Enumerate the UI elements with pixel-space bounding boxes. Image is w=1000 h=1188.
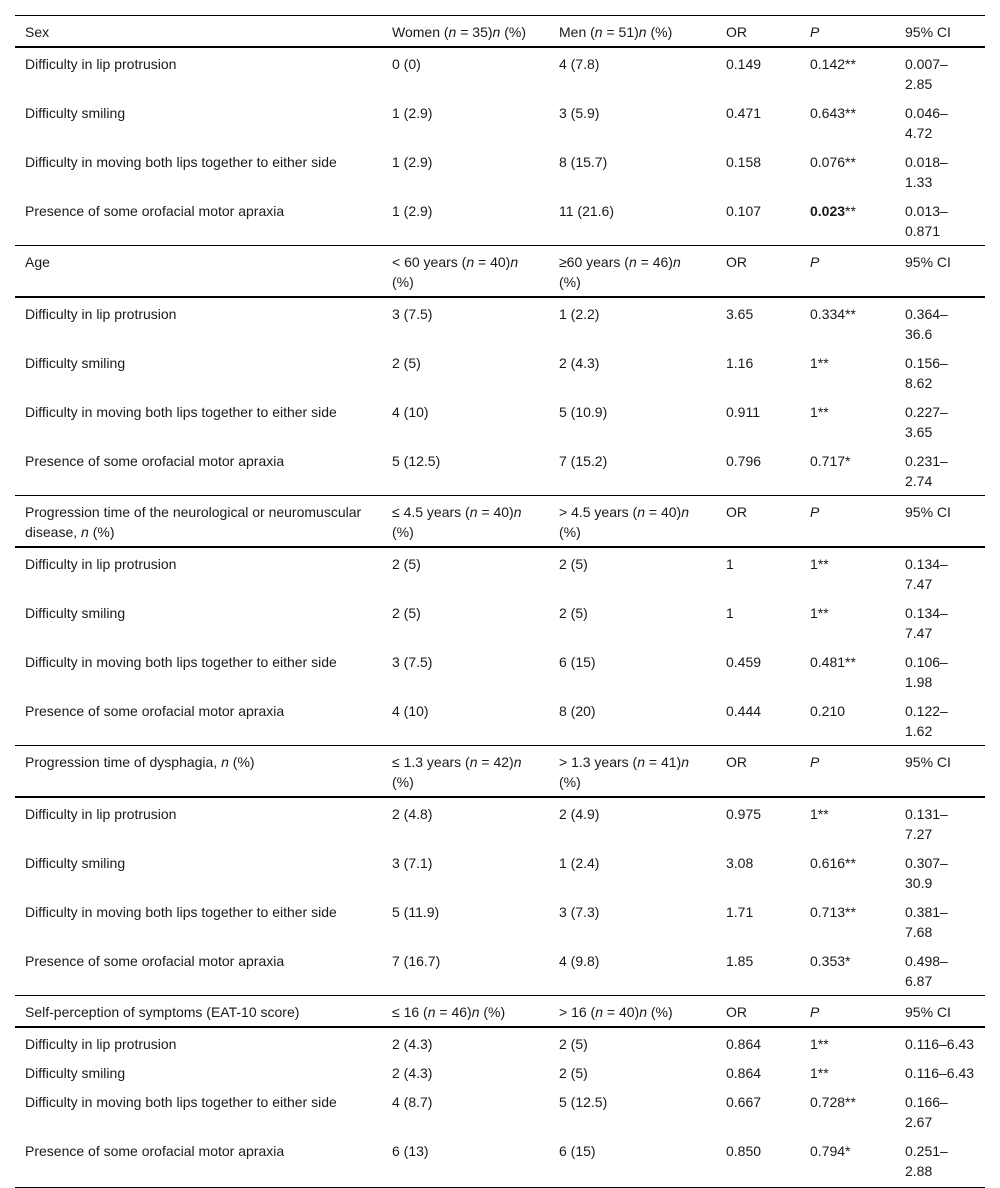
or-value: 0.444 — [726, 703, 762, 719]
significance-mark: ** — [817, 1036, 829, 1052]
p-value-cell — [800, 396, 895, 445]
p-value-cell — [800, 1057, 895, 1086]
significance-mark: ** — [817, 806, 829, 822]
group1-header: ≤ 1.3 years (n = 42)n (%) — [382, 746, 549, 798]
row-label: Difficulty in lip protrusion — [25, 806, 177, 822]
p-value: 1 — [810, 605, 818, 621]
significance-mark: ** — [817, 605, 829, 621]
row-label: Presence of some orofacial motor apraxia — [15, 1135, 382, 1188]
table-row — [15, 347, 985, 396]
or-value: 3.65 — [726, 306, 754, 322]
significance-mark: ** — [845, 306, 856, 322]
group1-value: 4 (10) — [392, 404, 429, 420]
group2-value: 3 (5.9) — [559, 105, 600, 121]
group2-value: 7 (15.2) — [559, 453, 608, 469]
group1-header: ≤ 4.5 years (n = 40)n (%) — [382, 496, 549, 548]
ci-value: 0.156–8.62 — [905, 355, 948, 391]
ci-value: 0.364–36.6 — [905, 306, 948, 342]
p-value: 1 — [810, 404, 818, 420]
group1-value: 2 (5) — [392, 556, 421, 572]
row-label: Presence of some orofacial motor apraxia — [25, 703, 285, 719]
ci-header: 95% CI — [895, 16, 985, 48]
or-header: OR — [716, 996, 800, 1028]
table-row — [15, 646, 985, 695]
p-value: 1 — [810, 1036, 818, 1052]
p-value: 0.142 — [810, 56, 846, 72]
p-value: 1 — [810, 556, 818, 572]
group2-value: 6 (15) — [559, 654, 596, 670]
section-header-row — [15, 996, 985, 1028]
p-value-cell — [800, 797, 895, 847]
significance-mark: * — [845, 953, 851, 969]
group2-value: 2 (4.3) — [559, 355, 600, 371]
group1-value: 3 (7.5) — [392, 654, 433, 670]
significance-mark: ** — [845, 904, 856, 920]
group2-value: 3 (7.3) — [559, 904, 600, 920]
table-row — [15, 597, 985, 646]
ci-value: 0.134–7.47 — [905, 556, 948, 592]
table-row — [15, 1086, 985, 1135]
p-value-cell — [800, 445, 895, 496]
significance-mark: ** — [817, 556, 829, 572]
row-label: Difficulty in moving both lips together to either side — [25, 904, 337, 920]
table-row — [15, 1027, 985, 1057]
p-header: P — [800, 746, 895, 798]
table-row — [15, 1135, 985, 1188]
table-row — [15, 945, 985, 996]
group1-header: Women (n = 35)n (%) — [382, 16, 549, 48]
table-row — [15, 695, 985, 746]
p-header: P — [800, 246, 895, 298]
p-header: P — [800, 16, 895, 48]
group1-value: 4 (8.7) — [392, 1094, 433, 1110]
p-value-cell — [800, 97, 895, 146]
or-header: OR — [716, 746, 800, 798]
significance-mark: * — [845, 453, 851, 469]
group2-header: > 4.5 years (n = 40)n (%) — [549, 496, 716, 548]
or-value: 0.158 — [726, 154, 762, 170]
group2-value: 4 (9.8) — [559, 953, 600, 969]
group2-value: 1 (2.4) — [559, 855, 600, 871]
group1-value: 3 (7.1) — [392, 855, 433, 871]
section-header-row — [15, 16, 985, 48]
group1-value: 1 (2.9) — [392, 203, 433, 219]
significance-mark: ** — [845, 203, 856, 219]
row-label: Difficulty in moving both lips together to either side — [25, 404, 337, 420]
row-label: Difficulty in moving both lips together to either side — [25, 654, 337, 670]
ci-value: 0.007–2.85 — [905, 56, 948, 92]
p-value-cell — [800, 847, 895, 896]
p-value-cell — [800, 597, 895, 646]
ci-value: 0.046–4.72 — [905, 105, 948, 141]
ci-value: 0.381–7.68 — [905, 904, 948, 940]
group2-header: Men (n = 51)n (%) — [549, 16, 716, 48]
ci-value: 0.131–7.27 — [905, 806, 948, 842]
row-label: Difficulty smiling — [25, 855, 126, 871]
or-value: 0.149 — [726, 56, 762, 72]
group1-value: 2 (5) — [392, 355, 421, 371]
group1-value: 6 (13) — [382, 1135, 549, 1188]
or-value: 0.107 — [726, 203, 762, 219]
significance-mark: ** — [845, 105, 856, 121]
ci-value: 0.231–2.74 — [905, 453, 948, 489]
p-value: 0.713 — [810, 904, 846, 920]
table-row — [15, 547, 985, 597]
ci-value: 0.307–30.9 — [905, 855, 948, 891]
group1-value: 4 (10) — [392, 703, 429, 719]
ci-header: 95% CI — [895, 496, 985, 548]
row-label: Presence of some orofacial motor apraxia — [25, 453, 285, 469]
p-value-cell — [800, 195, 895, 246]
group2-value: 2 (5) — [559, 605, 588, 621]
p-value: 0.717 — [810, 453, 846, 469]
or-value: 1 — [726, 556, 734, 572]
significance-mark: ** — [817, 355, 829, 371]
row-label: Presence of some orofacial motor apraxia — [25, 953, 285, 969]
table-row — [15, 97, 985, 146]
ci-value: 0.018–1.33 — [905, 154, 948, 190]
group1-value: 2 (4.3) — [392, 1036, 433, 1052]
p-value-cell — [800, 945, 895, 996]
ci-value: 0.251–2.88 — [895, 1135, 985, 1188]
group2-value: 2 (5) — [559, 1065, 588, 1081]
group2-value: 2 (4.9) — [559, 806, 600, 822]
significance-mark: ** — [817, 404, 829, 420]
significance-mark: ** — [845, 154, 856, 170]
group1-value: 3 (7.5) — [392, 306, 433, 322]
table-row — [15, 47, 985, 97]
group1-value: 2 (5) — [392, 605, 421, 621]
p-value-cell — [800, 695, 895, 746]
results-table-body — [15, 16, 985, 1188]
group1-value: 7 (16.7) — [392, 953, 441, 969]
table-row — [15, 847, 985, 896]
header-label: Age — [15, 246, 382, 298]
group2-header: ≥60 years (n = 46)n (%) — [549, 246, 716, 298]
table-row — [15, 195, 985, 246]
section-header-row — [15, 246, 985, 298]
p-value-cell — [800, 896, 895, 945]
table-row — [15, 146, 985, 195]
group2-value: 6 (15) — [549, 1135, 716, 1188]
row-label: Presence of some orofacial motor apraxia — [25, 203, 285, 219]
group1-value: 2 (4.3) — [392, 1065, 433, 1081]
or-value: 0.667 — [726, 1094, 762, 1110]
group2-value: 5 (12.5) — [559, 1094, 608, 1110]
row-label: Difficulty smiling — [25, 105, 126, 121]
p-value-cell — [800, 1135, 895, 1188]
p-value: 1 — [810, 806, 818, 822]
ci-value: 0.227–3.65 — [905, 404, 948, 440]
ci-value: 0.498–6.87 — [905, 953, 948, 989]
table-row — [15, 797, 985, 847]
p-value-cell — [800, 347, 895, 396]
section-header-row — [15, 496, 985, 548]
row-label: Difficulty smiling — [25, 355, 126, 371]
table-row — [15, 445, 985, 496]
p-value-cell — [800, 1027, 895, 1057]
significance-mark: ** — [845, 56, 856, 72]
or-value: 0.975 — [726, 806, 762, 822]
p-value-cell — [800, 547, 895, 597]
or-value: 1.16 — [726, 355, 754, 371]
row-label: Difficulty in moving both lips together to either side — [25, 154, 337, 170]
or-value: 3.08 — [726, 855, 754, 871]
table-row — [15, 896, 985, 945]
group2-value: 2 (5) — [559, 1036, 588, 1052]
group1-value: 1 (2.9) — [392, 105, 433, 121]
group1-header: ≤ 16 (n = 46)n (%) — [382, 996, 549, 1028]
row-label: Difficulty smiling — [25, 1065, 126, 1081]
or-value: 1.85 — [726, 953, 754, 969]
or-value: 0.850 — [716, 1135, 800, 1188]
table-row — [15, 297, 985, 347]
p-value-cell — [800, 297, 895, 347]
p-value: 1 — [810, 1065, 818, 1081]
p-value-cell — [800, 1086, 895, 1135]
or-header: OR — [716, 496, 800, 548]
group2-value: 8 (20) — [559, 703, 596, 719]
or-header: OR — [716, 16, 800, 48]
or-value: 0.864 — [726, 1036, 762, 1052]
ci-header: 95% CI — [895, 246, 985, 298]
p-value: 0.210 — [810, 703, 846, 719]
ci-value: 0.116–6.43 — [905, 1036, 975, 1052]
header-label: Sex — [15, 16, 382, 48]
p-header: P — [800, 496, 895, 548]
or-value: 0.911 — [726, 404, 760, 420]
p-value-cell — [800, 646, 895, 695]
ci-value: 0.116–6.43 — [905, 1065, 975, 1081]
group2-header: > 1.3 years (n = 41)n (%) — [549, 746, 716, 798]
p-value: 0.616 — [810, 855, 846, 871]
p-value: 0.728 — [810, 1094, 846, 1110]
p-value: 0.481 — [810, 654, 846, 670]
row-label: Difficulty in moving both lips together to either side — [25, 1094, 337, 1110]
p-value: 0.076 — [810, 154, 846, 170]
or-value: 1 — [726, 605, 734, 621]
header-label: Self-perception of symptoms (EAT-10 score) — [15, 996, 382, 1028]
significance-mark: ** — [845, 654, 856, 670]
group1-value: 5 (12.5) — [392, 453, 441, 469]
row-label: Difficulty in lip protrusion — [25, 306, 177, 322]
header-label: Progression time of the neurological or neuromuscular disease, n (%) — [15, 496, 382, 548]
section-header-row — [15, 746, 985, 798]
significance-mark: * — [845, 1143, 851, 1159]
p-value: 0.023 — [810, 203, 846, 219]
group2-value: 1 (2.2) — [559, 306, 600, 322]
group2-header: > 16 (n = 40)n (%) — [549, 996, 716, 1028]
p-header: P — [800, 996, 895, 1028]
p-value: 0.353 — [810, 953, 846, 969]
or-header: OR — [716, 246, 800, 298]
p-value-cell — [800, 47, 895, 97]
group2-value: 2 (5) — [559, 556, 588, 572]
group1-header: < 60 years (n = 40)n (%) — [382, 246, 549, 298]
ci-value: 0.013–0.871 — [905, 203, 948, 239]
or-value: 1.71 — [726, 904, 754, 920]
p-value: 1 — [810, 355, 818, 371]
group1-value: 0 (0) — [392, 56, 421, 72]
ci-value: 0.166–2.67 — [905, 1094, 948, 1130]
ci-header: 95% CI — [895, 746, 985, 798]
significance-mark: ** — [845, 1094, 856, 1110]
group2-value: 8 (15.7) — [559, 154, 608, 170]
or-value: 0.459 — [726, 654, 762, 670]
ci-value: 0.122–1.62 — [905, 703, 948, 739]
p-value: 0.334 — [810, 306, 846, 322]
or-value: 0.796 — [726, 453, 762, 469]
or-value: 0.864 — [726, 1065, 762, 1081]
header-label: Progression time of dysphagia, n (%) — [15, 746, 382, 798]
row-label: Difficulty smiling — [25, 605, 126, 621]
row-label: Difficulty in lip protrusion — [25, 1036, 177, 1052]
group2-value: 11 (21.6) — [559, 203, 614, 219]
ci-header: 95% CI — [895, 996, 985, 1028]
significance-mark: ** — [817, 1065, 829, 1081]
ci-value: 0.106–1.98 — [905, 654, 948, 690]
or-value: 0.471 — [726, 105, 762, 121]
table-row — [15, 396, 985, 445]
group1-value: 2 (4.8) — [392, 806, 433, 822]
group1-value: 5 (11.9) — [392, 904, 440, 920]
table-row — [15, 1057, 985, 1086]
row-label: Difficulty in lip protrusion — [25, 56, 177, 72]
results-table — [15, 15, 985, 1188]
significance-mark: ** — [845, 855, 856, 871]
group2-value: 4 (7.8) — [559, 56, 600, 72]
p-value-cell — [800, 146, 895, 195]
group1-value: 1 (2.9) — [392, 154, 433, 170]
p-value: 0.643 — [810, 105, 846, 121]
p-value: 0.794 — [810, 1143, 846, 1159]
row-label: Difficulty in lip protrusion — [25, 556, 177, 572]
group2-value: 5 (10.9) — [559, 404, 608, 420]
ci-value: 0.134–7.47 — [905, 605, 948, 641]
